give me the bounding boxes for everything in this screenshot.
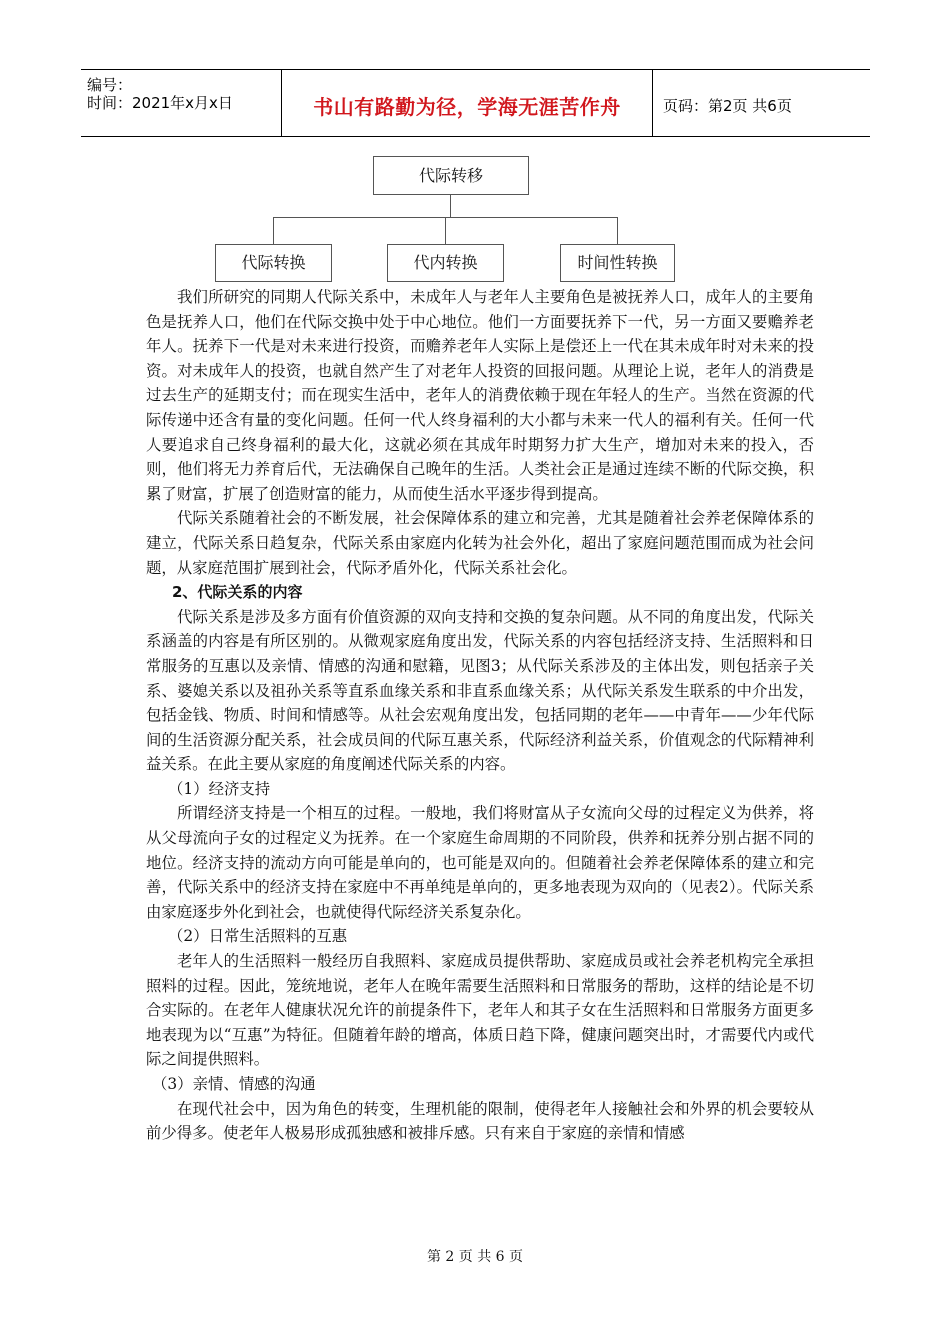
body-text bbox=[146, 285, 814, 1146]
diagram-branch-line-1 bbox=[273, 217, 274, 244]
paragraph-6: 在现代社会中，因为角色的转变，生理机能的限制，使得老年人接触社会和外界的机会要较从前少得多。使老年人极易形成孤独感和被排斥感。只有来自于家庭的亲情和情感 bbox=[146, 1099, 814, 1143]
document-number-label: 编号： bbox=[87, 76, 133, 94]
section-heading-2: 2、代际关系的内容 bbox=[172, 583, 303, 602]
diagram-branch-line-2 bbox=[445, 217, 446, 244]
diagram-child-box-1: 代际转换 bbox=[215, 244, 332, 282]
paragraph-4: 所谓经济支持是一个相互的过程。一般地，我们将财富从子女流向父母的过程定义为供养，将从父母流向子女的过程定义为抚养。在一个家庭生命周期的不同阶段，供养和抚养分别占据不同的地位。经济支持的流动方向可能是单向的，也可能是双向的。但随着社会养老保障体系的建立和完善，代际关系中的经济支持在家庭中不再单纯是单向的，更多地表现为双向的（见表2）。代际关系由家庭逐步外化到社会，也就使得代际经济关系复杂化。 bbox=[146, 804, 814, 921]
page-footer bbox=[0, 1246, 950, 1266]
diagram-stem-line bbox=[450, 195, 451, 217]
subheading-daily-care: （2）日常生活照料的互惠 bbox=[168, 927, 348, 946]
motto-text: 书山有路勤为径，学海无涯苦作舟 bbox=[313, 95, 621, 119]
document-date-label: 时间：2021年x月x日 bbox=[87, 94, 233, 112]
subheading-emotional-communication: （3）亲情、情感的沟通 bbox=[152, 1075, 316, 1093]
footer-page-number: 第 2 页 共 6 页 bbox=[426, 1249, 524, 1265]
paragraph-1: 我们所研究的同期人代际关系中，未成年人与老年人主要角色是被抚养人口，成年人的主要角色是抚养人口，他们在代际交换中处于中心地位。他们一方面要抚养下一代，另一方面又要赡养老年人。抚养下一代是对未来进行投资，而赡养老年人实际上是偿还上一代在其未成年时对未来的投资。对未成年人的投资，也就自然产生了对老年人投资的回报问题。从理论上说，老年人的消费是过去生产的延期支付；而在现实生活中，老年人的消费依赖于现在年轻人的生产。当然在资源的代际传递中还含有量的变化问题。任何一代人终身福利的大小都与未来一代人的福利有关。任何一代人要追求自己终身福利的最大化，这就必须在其成年时期努力扩大生产，增加对未来的投入，否则，他们将无力养育后代，无法确保自己晚年的生活。人类社会正是通过连续不断的代际交换，积累了财富，扩展了创造财富的能力，从而使生活水平逐步得到提高。 bbox=[146, 288, 814, 503]
intergenerational-transfer-diagram bbox=[0, 0, 950, 290]
diagram-child-box-2: 代内转换 bbox=[387, 244, 504, 282]
diagram-branch-line-3 bbox=[617, 217, 618, 244]
paragraph-3: 代际关系是涉及多方面有价值资源的双向支持和交换的复杂问题。从不同的角度出发，代际关系涵盖的内容是有所区别的。从微观家庭角度出发，代际关系的内容包括经济支持、生活照料和日常服务的互惠以及亲情、情感的沟通和慰籍，见图3；从代际关系涉及的主体出发，则包括亲子关系、婆媳关系以及祖孙关系等直系血缘关系和非直系血缘关系；从代际关系发生联系的中介出发，包括金钱、物质、时间和情感等。从社会宏观角度出发，包括同期的老年——中青年——少年代际间的生活资源分配关系，社会成员间的代际互惠关系，代际经济利益关系，价值观念的代际精神利益关系。在此主要从家庭的角度阐述代际关系的内容。 bbox=[146, 607, 814, 774]
page-code-label: 页码：第2页 共6页 bbox=[663, 97, 792, 115]
paragraph-5: 老年人的生活照料一般经历自我照料、家庭成员提供帮助、家庭成员或社会养老机构完全承担照料的过程。因此，笼统地说，老年人在晚年需要生活照料和日常服务的帮助，这样的结论是不切合实际的。在老年人健康状况允许的前提条件下，老年人和其子女在生活照料和日常服务方面更多地表现为以“互惠”为特征。但随着年龄的增高，体质日趋下降，健康问题突出时，才需要代内或代际之间提供照料。 bbox=[146, 952, 814, 1069]
paragraph-2: 代际关系随着社会的不断发展，社会保障体系的建立和完善，尤其是随着社会养老保障体系的建立，代际关系日趋复杂，代际关系由家庭内化转为社会外化，超出了家庭问题范围而成为社会问题，从家庭范围扩展到社会，代际矛盾外化，代际关系社会化。 bbox=[146, 509, 814, 577]
subheading-economic-support: （1）经济支持 bbox=[168, 779, 271, 798]
diagram-root-box: 代际转移 bbox=[373, 156, 529, 195]
diagram-child-box-3: 时间性转换 bbox=[560, 244, 675, 282]
